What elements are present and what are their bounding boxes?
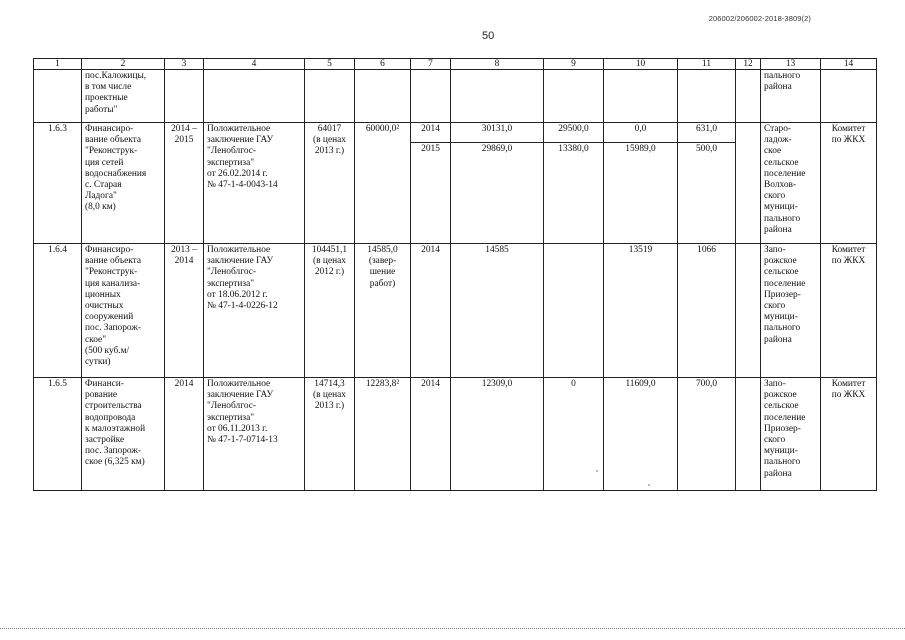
scan-speck: [648, 484, 650, 486]
page-number: 50: [482, 30, 495, 42]
column-number: 8: [451, 59, 544, 70]
empty-cell: [604, 70, 678, 123]
settlement-cell: Запо- рожское сельское поселение Приозер- ского муници- пального района: [761, 244, 821, 378]
column-10-cell: 11609,0: [604, 378, 678, 491]
executor-cell: Комитет по ЖКХ: [821, 123, 877, 244]
estimated-cost-cell: 14714,3 (в ценах 2013 г.): [305, 378, 355, 491]
column-9-cell: 29500,0: [544, 123, 604, 143]
empty-cell: [736, 123, 761, 244]
empty-cell: [204, 70, 305, 123]
column-10-cell: 0,0: [604, 123, 678, 143]
table-row: [34, 123, 877, 143]
year-cell: 2014: [411, 123, 451, 143]
empty-cell: [165, 70, 204, 123]
table-row: [34, 244, 877, 378]
column-number: 2: [82, 59, 165, 70]
empty-cell: [544, 70, 604, 123]
scan-speck: [596, 470, 598, 472]
empty-cell: [411, 70, 451, 123]
column-9-cell: [544, 244, 604, 378]
program-table: [33, 58, 877, 491]
total-cell: 29869,0: [451, 143, 544, 244]
column-10-cell: 15989,0: [604, 143, 678, 244]
estimated-cost-cell: 64017 (в ценах 2013 г.): [305, 123, 355, 244]
total-cell: 12309,0: [451, 378, 544, 491]
column-11-cell: 631,0: [678, 123, 736, 143]
empty-cell: [736, 70, 761, 123]
column-6-cell: 14585,0 (завер- шение работ): [355, 244, 411, 378]
period-cell: 2014 – 2015: [165, 123, 204, 244]
column-number: 1: [34, 59, 82, 70]
column-number: 7: [411, 59, 451, 70]
column-6-cell: 12283,8²: [355, 378, 411, 491]
column-number-row: [34, 59, 877, 70]
object-name-cell: Финансиро- вание объекта "Реконструк- ция канализа- ционных очистных сооружений пос. Запорож- ское" (500 куб.м/ сутки): [82, 244, 165, 378]
column-number: 4: [204, 59, 305, 70]
continuation-row: [34, 70, 877, 123]
settlement-cell: Старо- ладож- ское сельское поселение Волхов- ского муници- пального района: [761, 123, 821, 244]
column-number: 11: [678, 59, 736, 70]
empty-cell: [736, 244, 761, 378]
expert-conclusion-cell: Положительное заключение ГАУ "Леноблгос- экспертиза" от 18.06.2012 г. № 47-1-4-0226-12: [204, 244, 305, 378]
row-number-cell: 1.6.3: [34, 123, 82, 244]
empty-cell: [736, 378, 761, 491]
settlement-cell: пального района: [761, 70, 821, 123]
empty-cell: [305, 70, 355, 123]
object-name-cell: Финансиро- вание объекта "Реконструк- ция сетей водоснабжения с. Старая Ладога" (8,0 км): [82, 123, 165, 244]
year-cell: 2015: [411, 143, 451, 244]
total-cell: 14585: [451, 244, 544, 378]
column-11-cell: 1066: [678, 244, 736, 378]
table-row: [34, 378, 877, 491]
scan-edge-line: [0, 628, 905, 629]
year-cell: 2014: [411, 378, 451, 491]
column-10-cell: 13519: [604, 244, 678, 378]
empty-cell: [678, 70, 736, 123]
column-number: 9: [544, 59, 604, 70]
column-number: 12: [736, 59, 761, 70]
object-name-cell: пос.Каложицы, в том числе проектные работы": [82, 70, 165, 123]
column-11-cell: 700,0: [678, 378, 736, 491]
column-9-cell: 13380,0: [544, 143, 604, 244]
row-number-cell: 1.6.5: [34, 378, 82, 491]
empty-cell: [451, 70, 544, 123]
empty-cell: [821, 70, 877, 123]
row-number-cell: [34, 70, 82, 123]
executor-cell: Комитет по ЖКХ: [821, 378, 877, 491]
column-number: 3: [165, 59, 204, 70]
column-9-cell: 0: [544, 378, 604, 491]
column-number: 13: [761, 59, 821, 70]
estimated-cost-cell: 104451,1 (в ценах 2012 г.): [305, 244, 355, 378]
document-id: 206002/206002-2018-3809(2): [708, 14, 811, 23]
empty-cell: [355, 70, 411, 123]
column-number: 10: [604, 59, 678, 70]
column-number: 14: [821, 59, 877, 70]
column-number: 5: [305, 59, 355, 70]
total-cell: 30131,0: [451, 123, 544, 143]
row-number-cell: 1.6.4: [34, 244, 82, 378]
object-name-cell: Финанси- рование строительства водопровода к малоэтажной застройке пос. Запорож- ское (6,325 км): [82, 378, 165, 491]
column-6-cell: 60000,0²: [355, 123, 411, 244]
period-cell: 2014: [165, 378, 204, 491]
column-11-cell: 500,0: [678, 143, 736, 244]
year-cell: 2014: [411, 244, 451, 378]
expert-conclusion-cell: Положительное заключение ГАУ "Леноблгос- экспертиза" от 06.11.2013 г. № 47-1-7-0714-13: [204, 378, 305, 491]
period-cell: 2013 – 2014: [165, 244, 204, 378]
column-number: 6: [355, 59, 411, 70]
executor-cell: Комитет по ЖКХ: [821, 244, 877, 378]
settlement-cell: Запо- рожское сельское поселение Приозер- ского муници- пального района: [761, 378, 821, 491]
expert-conclusion-cell: Положительное заключение ГАУ "Леноблгос- экспертиза" от 26.02.2014 г. № 47-1-4-0043-14: [204, 123, 305, 244]
